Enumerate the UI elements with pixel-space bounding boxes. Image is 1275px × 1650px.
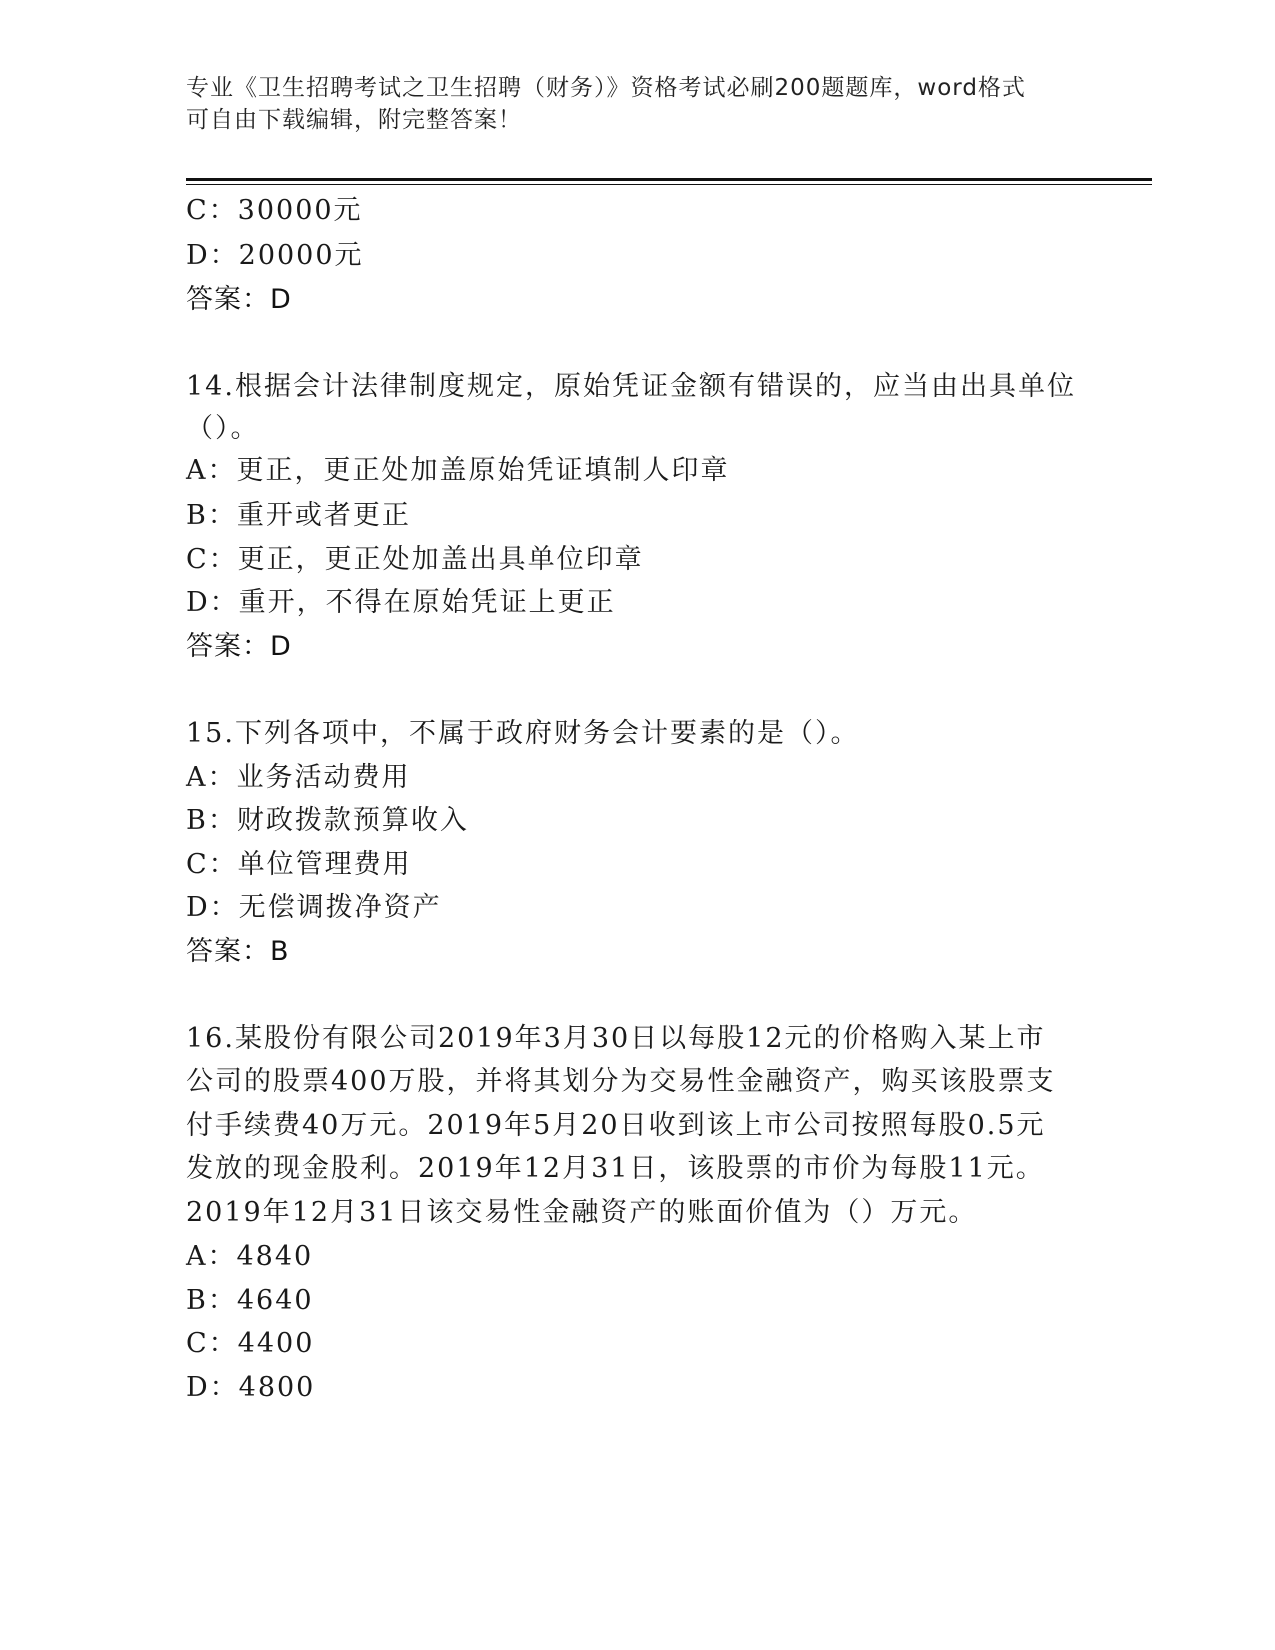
q14-option-a: A：更正，更正处加盖原始凭证填制人印章 (186, 455, 730, 486)
q14-stem-line-2: （）。 (186, 413, 260, 444)
q14-stem-line-1: 14.根据会计法律制度规定，原始凭证金额有错误的，应当由出具单位 (186, 371, 1076, 402)
header-divider-thin (186, 184, 1152, 185)
q16-stem-line-4: 发放的现金股利。2019年12月31日，该股票的市价为每股11元。 (186, 1153, 1045, 1184)
q13-option-d: D：20000元 (186, 240, 364, 271)
document-header (186, 72, 1086, 136)
q14-option-d: D：重开，不得在原始凭证上更正 (186, 587, 616, 618)
q16-stem-line-3: 付手续费40万元。2019年5月20日收到该上市公司按照每股0.5元 (186, 1110, 1046, 1141)
q16-stem-line-2: 公司的股票400万股，并将其划分为交易性金融资产，购买该股票支 (186, 1066, 1056, 1097)
q15-option-d: D：无偿调拨净资产 (186, 892, 442, 923)
q16-stem-line-5: 2019年12月31日该交易性金融资产的账面价值为（）万元。 (186, 1197, 978, 1228)
q14-option-c: C：更正，更正处加盖出具单位印章 (186, 544, 644, 575)
header-title-line-2: 可自由下载编辑，附完整答案！ (186, 107, 522, 133)
q14-option-b: B：重开或者更正 (186, 500, 411, 531)
header-divider-thick (186, 178, 1152, 181)
q15-option-a: A：业务活动费用 (186, 762, 411, 793)
header-title-line-1: 专业《卫生招聘考试之卫生招聘（财务）》资格考试必刷200题题库，word格式 (186, 75, 1026, 101)
q16-option-b: B：4640 (186, 1285, 314, 1316)
q15-option-c: C：单位管理费用 (186, 849, 412, 880)
q16-option-c: C：4400 (186, 1328, 315, 1359)
q15-option-b: B：财政拨款预算收入 (186, 805, 469, 836)
q15-answer: 答案：B (186, 936, 290, 967)
q16-option-a: A：4840 (186, 1241, 314, 1272)
q15-stem: 15.下列各项中，不属于政府财务会计要素的是（）。 (186, 718, 860, 749)
q16-stem-line-1: 16.某股份有限公司2019年3月30日以每股12元的价格购入某上市 (186, 1023, 1046, 1054)
q13-answer: 答案：D (186, 284, 292, 315)
q16-option-d: D：4800 (186, 1372, 316, 1403)
q14-answer: 答案：D (186, 631, 292, 662)
q13-option-c: C：30000元 (186, 195, 363, 226)
